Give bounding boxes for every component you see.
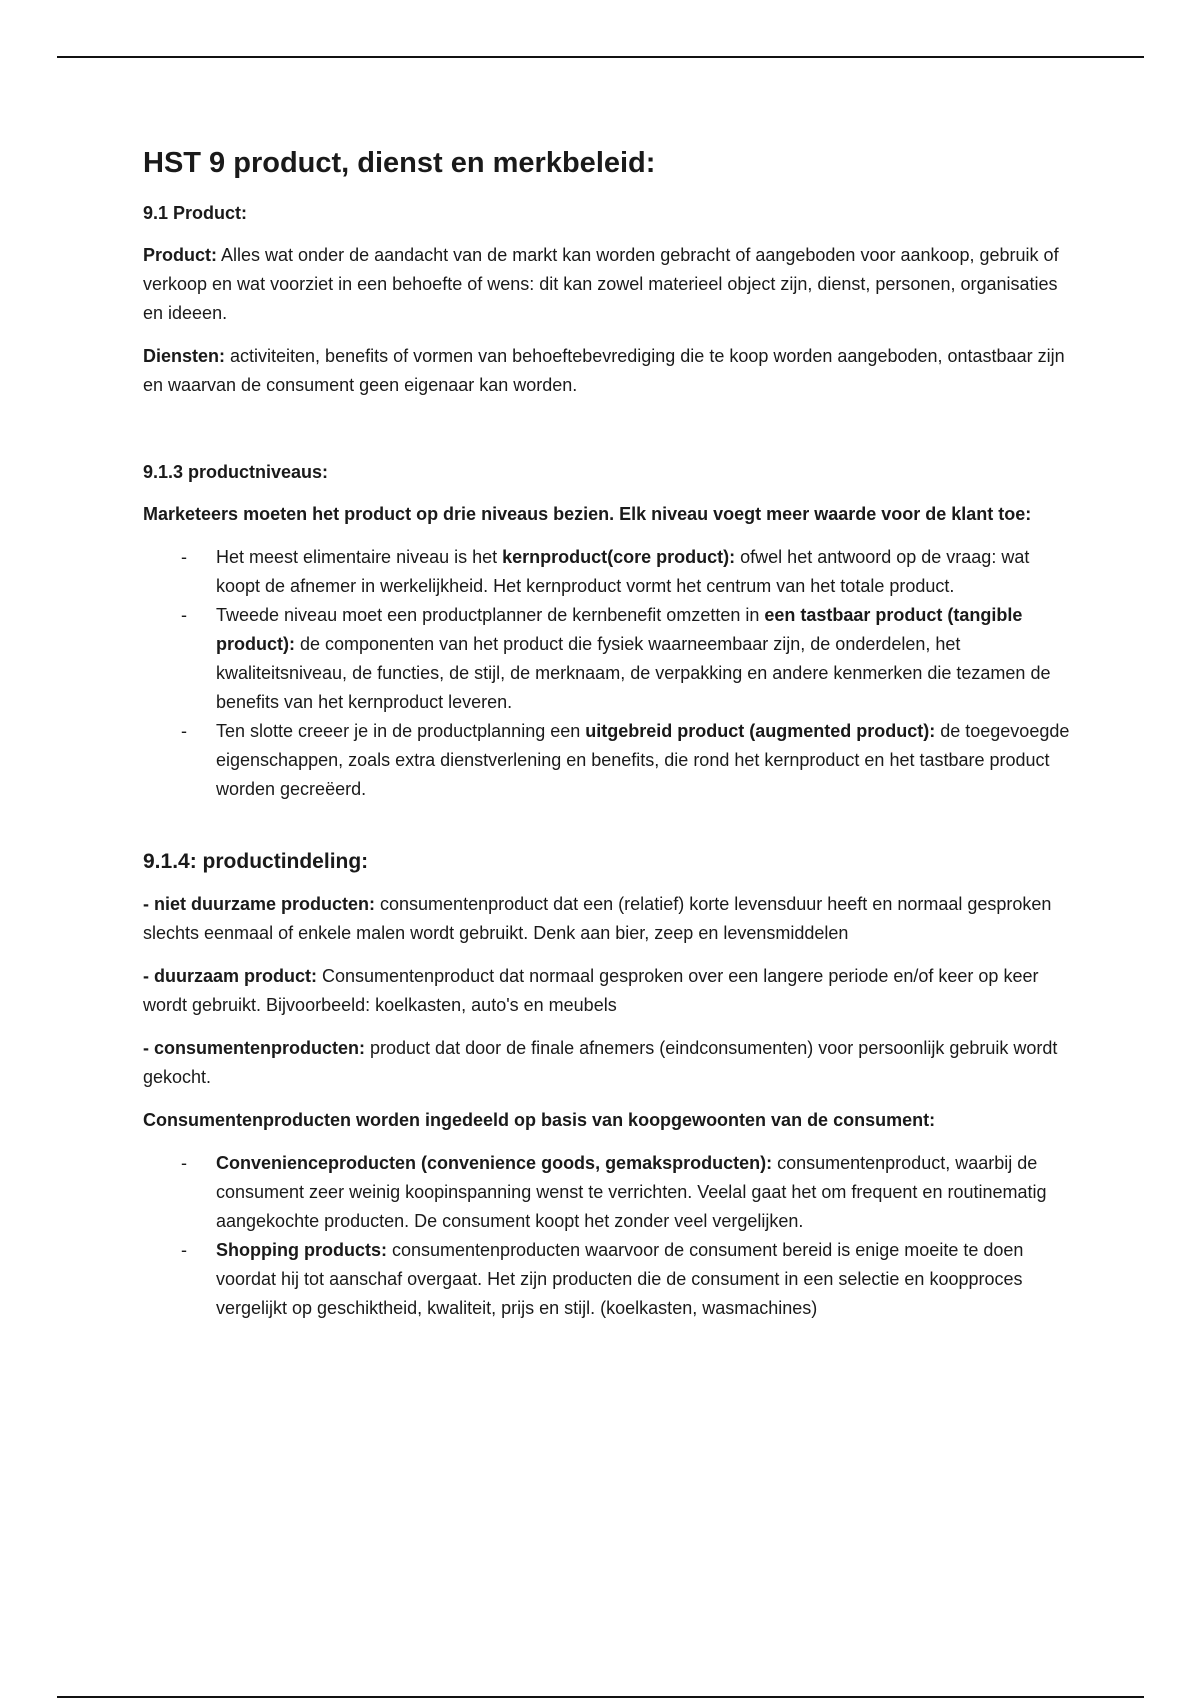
dash-bullet: - bbox=[181, 1240, 187, 1260]
list-item: - Het meest elimentaire niveau is het kernproduct(core product): ofwel het antwoord op de vraag: wat koopt de afnemer in werkelijkheid. Het kernproduct vormt het centrum van het totale product. bbox=[143, 543, 1073, 601]
list-item: - Shopping products: consumentenproducten waarvoor de consument bereid is enige moeite te doen voordat hij tot aanschaf overgaat. Het zijn producten die de consument in een selectie en koopproces vergelijkt op geschiktheid, kwaliteit, prijs en stijl. (koelkasten, wasmachines) bbox=[143, 1236, 1073, 1323]
section-heading-9-1-4: 9.1.4: productindeling: bbox=[143, 850, 369, 873]
dash-bullet: - bbox=[181, 547, 187, 567]
paragraph-non-durable: - niet duurzame producten: consumentenproduct dat een (relatief) korte levensduur heeft en normaal gesproken slechts eenmaal of enkele malen wordt gebruikt. Denk aan bier, zeep en levensmiddelen bbox=[143, 894, 1052, 943]
paragraph-durable: - duurzaam product: Consumentenproduct dat normaal gesproken over een langere periode en/of keer op keer wordt gebruikt. Bijvoorbeeld: koelkasten, auto's en meubels bbox=[143, 966, 1039, 1015]
section-heading-9-1-3: 9.1.3 productniveaus: bbox=[143, 462, 329, 482]
section-heading-9-1: 9.1 Product: bbox=[143, 203, 248, 223]
definition-diensten bbox=[143, 342, 1073, 400]
term-text: activiteiten, benefits of vormen van behoeftebevrediging die te koop worden aangeboden, ontastbaar zijn en waarvan de consument geen eigenaar kan worden. bbox=[143, 346, 1065, 395]
document-body bbox=[143, 143, 1073, 1337]
term-label: Diensten: bbox=[143, 346, 226, 366]
term-text: Alles wat onder de aandacht van de markt kan worden gebracht of aangeboden voor aankoop, gebruik of verkoop en wat voorziet in een behoefte of wens: dit kan zowel materieel object zijn, dienst, personen, organisaties en ideeen. bbox=[143, 245, 1059, 323]
list-item: - Tweede niveau moet een productplanner de kernbenefit omzetten in een tastbaar product (tangible product): de componenten van het product die fysiek waarneembaar zijn, de onderdelen, het kwaliteitsniveau, de functies, de stijl, de merknaam, de verpakking en andere kenmerken die tezamen de benefits van het kernproduct leveren. bbox=[143, 601, 1073, 717]
list-item: - Ten slotte creeer je in de productplanning een uitgebreid product (augmented product): de toegevoegde eigenschappen, zoals extra dienstverlening en benefits, die rond het kernproduct en het tastbare product worden gecreëerd. bbox=[143, 717, 1073, 804]
levels-intro: Marketeers moeten het product op drie niveaus bezien. Elk niveau voegt meer waarde voor de klant toe: bbox=[143, 504, 1032, 524]
dash-bullet: - bbox=[181, 721, 187, 741]
dash-bullet: - bbox=[181, 605, 187, 625]
paragraph-consumer-products: - consumentenproducten: product dat door de finale afnemers (eindconsumenten) voor persoonlijk gebruik wordt gekocht. bbox=[143, 1038, 1058, 1087]
document-title: HST 9 product, dienst en merkbeleid: bbox=[143, 147, 656, 179]
list-item: - Convenienceproducten (convenience goods, gemaksproducten): consumentenproduct, waarbij de consument zeer weinig koopinspanning wenst te verrichten. Veelal gaat het om frequent en routinematig aangekochte producten. De consument koopt het zonder veel vergelijken. bbox=[143, 1149, 1073, 1236]
consumer-products-list bbox=[143, 1149, 1073, 1323]
definition-product bbox=[143, 241, 1073, 328]
consumer-products-subheading: Consumentenproducten worden ingedeeld op basis van koopgewoonten van de consument: bbox=[143, 1110, 936, 1130]
header-rule bbox=[57, 56, 1144, 58]
footer-rule bbox=[57, 1696, 1144, 1698]
dash-bullet: - bbox=[181, 1153, 187, 1173]
term-label: Product: bbox=[143, 245, 217, 265]
product-levels-list bbox=[143, 543, 1073, 804]
